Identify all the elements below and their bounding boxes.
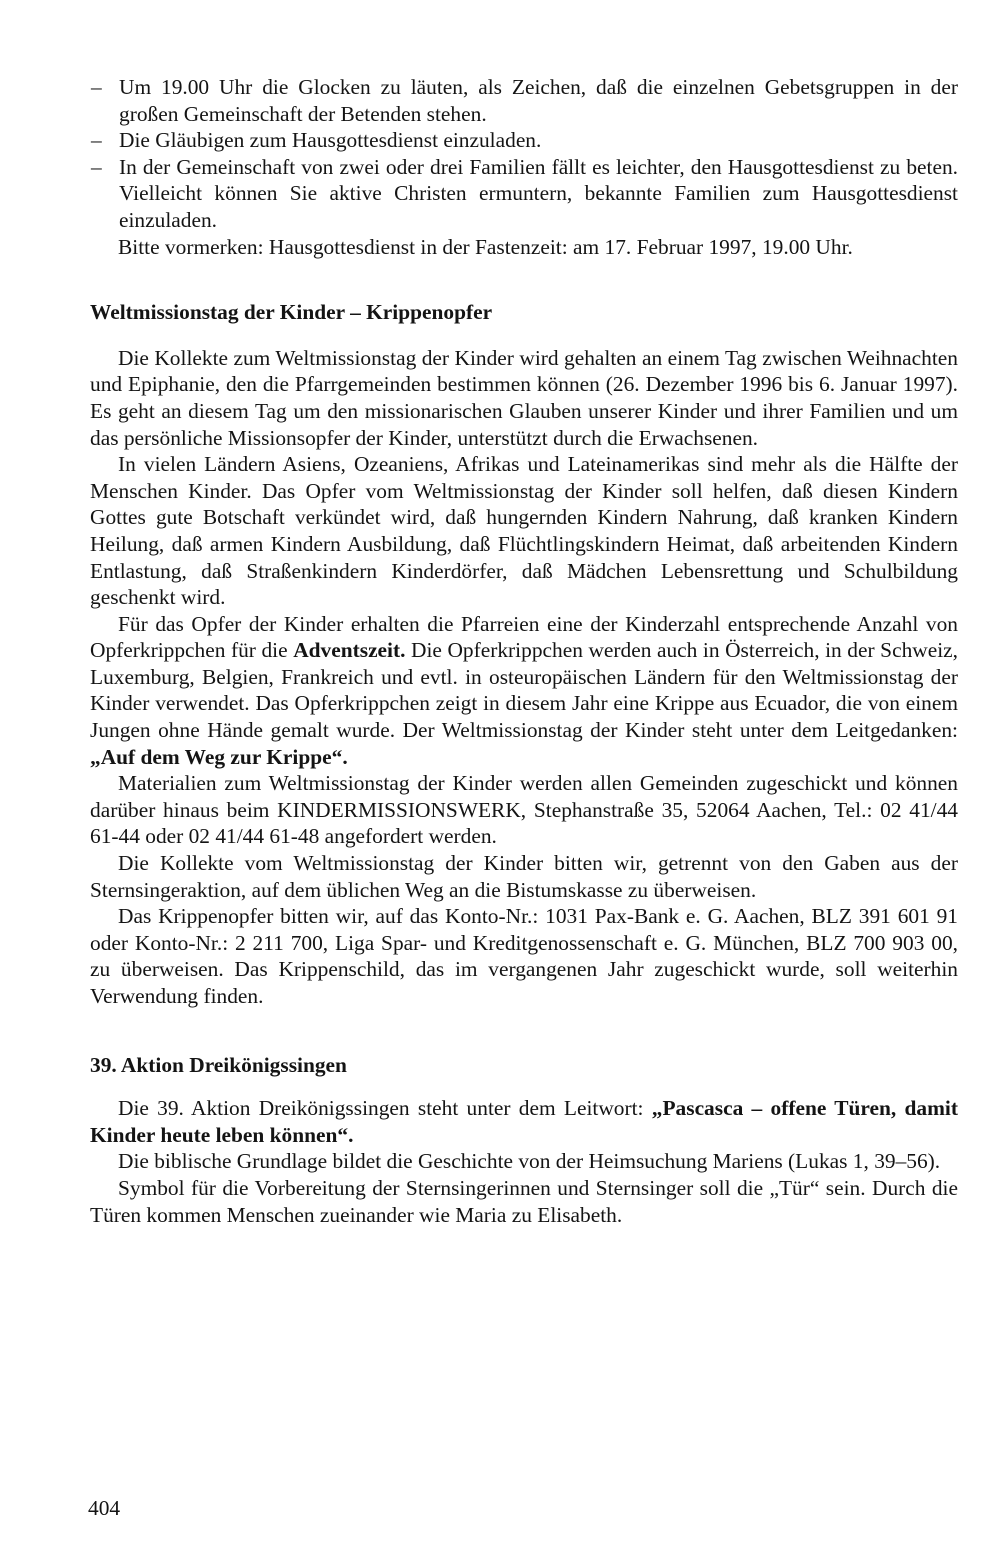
paragraph: In vielen Ländern Asiens, Ozeaniens, Afrikas und Lateinamerikas sind mehr als die Hälfte der Menschen Kinder. Das Opfer vom Weltmissionstag der Kinder soll helfen, daß diesen Kindern Gottes gute Botschaft verkündet wird, daß hungernden Kindern Nahrung, daß kranken Kindern Heilung, daß armen Kindern Ausbildung, daß Flüchtlingskindern Heimat, daß arbeitenden Kindern Entlastung, daß Straßenkindern Kinderdörfer, daß Mädchen Lebensrettung und Schulbildung geschenkt wird.: [90, 452, 958, 610]
page-number: 404: [88, 1496, 121, 1520]
list-item-text: In der Gemeinschaft von zwei oder drei Familien fällt es leichter, den Hausgottesdienst zu beten. Vielleicht können Sie aktive Christen ermuntern, bekannte Familien zum Hausgottesdienst einzuladen.: [119, 154, 958, 232]
section-heading-dreikoenigssingen: 39. Aktion Dreikönigssingen: [90, 1052, 347, 1077]
paragraph: Die Kollekte zum Weltmissionstag der Kinder wird gehalten an einem Tag zwischen Weihnachten und Epiphanie, den die Pfarrgemeinden bestimmen können (26. Dezember 1996 bis 6. Januar 1997). Es geht an diesem Tag um den missionarischen Glauben unserer Kinder und ihrer Familien und um das persönliche Missionsopfer der Kinder, unterstützt durch die Erwachsenen.: [90, 345, 958, 450]
paragraph: Das Krippenopfer bitten wir, auf das Konto-Nr.: 1031 Pax-Bank e. G. Aachen, BLZ 391 601 91 oder Konto-Nr.: 2 211 700, Liga Spar- und Kreditgenossenschaft e. G. München, BLZ 700 903 00, zu überweisen. Das Krippenschild, das im vergangenen Jahr zugeschickt wurde, soll weiterhin Verwendung finden.: [90, 904, 958, 1008]
dash-mark: –: [91, 128, 102, 153]
schedule-note: Bitte vormerken: Hausgottesdienst in der Fastenzeit: am 17. Februar 1997, 19.00 Uhr.: [118, 234, 853, 259]
page-content: [90, 74, 958, 1228]
text-run: Die 39. Aktion Dreikönigssingen steht unter dem Leitwort:: [118, 1096, 652, 1121]
section-heading-weltmissionstag: Weltmissionstag der Kinder – Krippenopfer: [90, 300, 493, 325]
paragraph: Symbol für die Vorbereitung der Sternsingerinnen und Sternsinger soll die „Tür“ sein. Durch die Türen kommen Menschen zueinander wie Maria zu Elisabeth.: [90, 1175, 958, 1227]
list-item: [90, 74, 958, 127]
dash-mark: –: [91, 75, 102, 99]
paragraph: [90, 611, 958, 771]
list-item: [90, 127, 958, 154]
text-run: Für das Opfer der Kinder erhalten die Pfarreien eine der Kinderzahl entsprechende Anzahl von Opferkrippchen für die: [90, 611, 958, 663]
bold-quote: „Pascasca – offene Türen, damit Kinder heute leben können“.: [90, 1096, 959, 1147]
text-run: Die Opferkrippchen werden auch in Österreich, in der Schweiz, Luxemburg, Belgien, Frankreich und evtl. in osteuropäischen Ländern für den Weltmissionstag der Kinder verwendet. Das Opferkrippchen zeigt in diesem Jahr eine Krippe aus Ecuador, die von einem Jungen ohne Hände gemalt wurde. Der Weltmissionstag der Kinder steht unter dem Leitgedanken:: [90, 638, 958, 743]
list-item-text: Um 19.00 Uhr die Glocken zu läuten, als Zeichen, daß die einzelnen Gebetsgruppen in der großen Gemeinschaft der Betenden stehen.: [119, 75, 958, 126]
dash-mark: –: [91, 154, 102, 179]
bold-quote: „Auf dem Weg zur Krippe“.: [90, 744, 348, 769]
paragraph: Materialien zum Weltmissionstag der Kinder werden allen Gemeinden zugeschickt und können darüber hinaus beim KINDERMISSIONSWERK, Stephanstraße 35, 52064 Aachen, Tel.: 02 41/44 61-44 oder 02 41/44 61-48 angefordert werden.: [90, 771, 958, 849]
paragraph: Die biblische Grundlage bildet die Geschichte von der Heimsuchung Mariens (Lukas 1, 39–56).: [118, 1149, 941, 1174]
paragraph: Die Kollekte vom Weltmissionstag der Kinder bitten wir, getrennt von den Gaben aus der Sternsingeraktion, auf dem üblichen Weg an die Bistumskasse zu überweisen.: [90, 851, 958, 902]
bold-text: Adventszeit.: [293, 638, 406, 663]
list-item-text: Die Gläubigen zum Hausgottesdienst einzuladen.: [119, 128, 542, 153]
list-item: [90, 154, 958, 234]
paragraph: [90, 1095, 958, 1148]
